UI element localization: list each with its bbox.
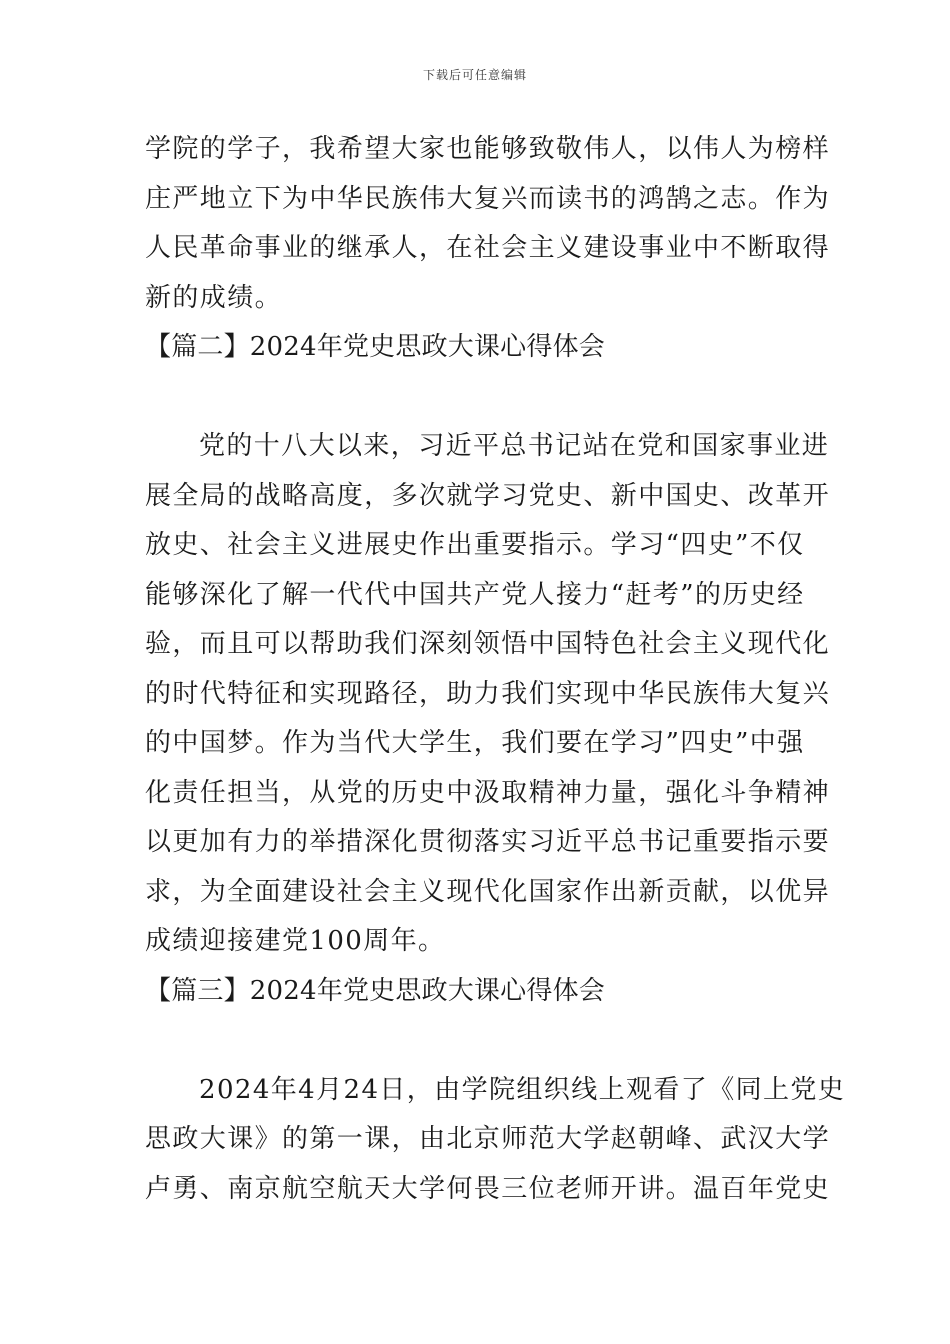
blank-line bbox=[145, 373, 810, 423]
text-line: 思政大课》的第一课，由北京师范大学赵朝峰、武汉大学 bbox=[145, 1124, 831, 1154]
text-line: 能够深化了解一代代中国共产党人接力“赶考”的历史经 bbox=[145, 579, 805, 610]
section-two bbox=[145, 323, 831, 967]
text-line: 卢勇、南京航空航天大学何畏三位老师开讲。温百年党史 bbox=[145, 1173, 831, 1204]
text-line: 展全局的战略高度，多次就学习党史、新中国史、改革开 bbox=[145, 480, 831, 511]
text-line: 新的成绩。 bbox=[145, 282, 283, 313]
text-line: 验，而且可以帮助我们深刻领悟中国特色社会主义现代化 bbox=[145, 629, 831, 659]
text-line: 2024年4月24日，由学院组织线上观看了《同上党史 bbox=[199, 1074, 846, 1105]
text-line: 放史、社会主义进展史作出重要指示。学习“四史”不仅 bbox=[145, 530, 805, 560]
text-line: 化责任担当，从党的历史中汲取精神力量，强化斗争精神 bbox=[145, 777, 831, 808]
page-header: 下载后可任意编辑 bbox=[422, 68, 527, 82]
document-body bbox=[145, 125, 846, 1214]
section-three bbox=[145, 967, 846, 1215]
text-line: 以更加有力的举措深化贯彻落实习近平总书记重要指示要 bbox=[145, 827, 831, 857]
text-line: 学院的学子，我希望大家也能够致敬伟人，以伟人为榜样 bbox=[145, 134, 831, 164]
blank-line bbox=[145, 1016, 810, 1066]
section-heading: 【篇二】2024年党史思政大课心得体会 bbox=[145, 332, 605, 362]
paragraph-continuation bbox=[145, 125, 831, 323]
text-line: 求，为全面建设社会主义现代化国家作出新贡献，以优异 bbox=[145, 876, 831, 907]
text-line: 人民革命事业的继承人，在社会主义建设事业中不断取得 bbox=[145, 233, 831, 263]
section-heading: 【篇三】2024年党史思政大课心得体会 bbox=[145, 975, 605, 1006]
text-line: 成绩迎接建党100周年。 bbox=[145, 926, 446, 956]
text-line: 的时代特征和实现路径，助力我们实现中华民族伟大复兴 bbox=[145, 678, 831, 709]
text-line: 党的十八大以来，习近平总书记站在党和国家事业进 bbox=[199, 431, 830, 461]
text-line: 的中国梦。作为当代大学生，我们要在学习”四史”中强 bbox=[145, 728, 805, 758]
text-line: 庄严地立下为中华民族伟大复兴而读书的鸿鹄之志。作为 bbox=[145, 183, 831, 214]
